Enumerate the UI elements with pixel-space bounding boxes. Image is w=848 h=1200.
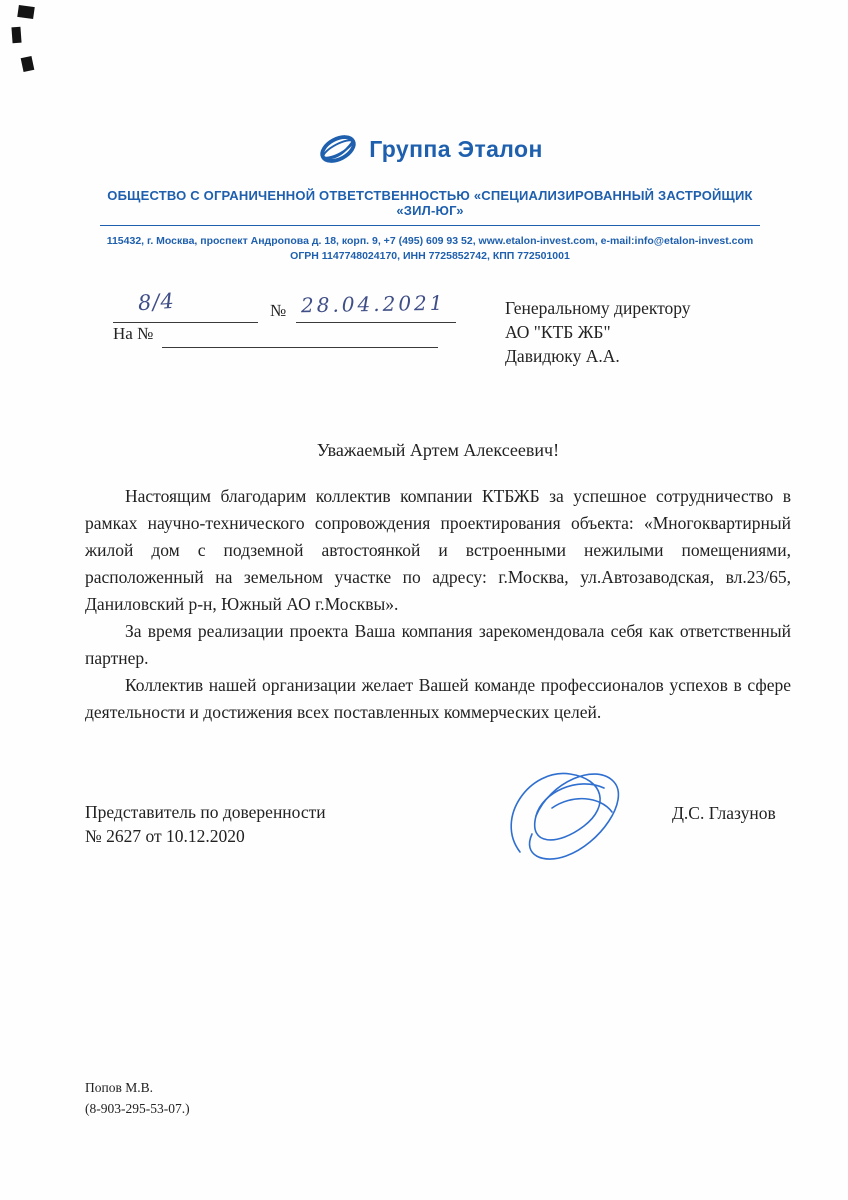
executor-name: Попов М.В.: [85, 1080, 153, 1095]
company-name: ОБЩЕСТВО С ОГРАНИЧЕННОЙ ОТВЕТСТВЕННОСТЬЮ «СПЕЦИАЛИЗИРОВАННЫЙ ЗАСТРОЙЩИК «ЗИЛ-ЮГ»: [100, 188, 760, 226]
letterhead: [100, 130, 760, 264]
company-address: 115432, г. Москва, проспект Андропова д. 18, корп. 9, +7 (495) 609 93 52, www.etalon-invest.com, e-mail:info@etalon-invest.com: [106, 235, 754, 247]
recipient-company: АО "КТБ ЖБ": [505, 322, 611, 342]
brand-row: [100, 130, 760, 168]
number-label: №: [270, 301, 287, 320]
outgoing-number-line: [113, 322, 258, 323]
scan-artifact: [11, 27, 21, 44]
recipient-block: [505, 296, 691, 368]
signatory-name: Д.С. Глазунов: [672, 803, 776, 823]
signatory-title-block: [85, 800, 326, 848]
company-registration: ОГРН 1147748024170, ИНН 7725852742, КПП 772501001: [290, 250, 570, 262]
date-handwritten: 28.04.2021: [300, 290, 446, 318]
signature-scribble: [492, 760, 652, 875]
etalon-logo-icon: [317, 130, 359, 168]
salutation: Уважаемый Артем Алексеевич!: [316, 440, 560, 460]
scan-artifact: [21, 56, 35, 72]
brand-name: Группа Эталон: [369, 135, 543, 162]
executor-block: [85, 1077, 190, 1119]
recipient-person: Давидюку А.А.: [505, 346, 620, 366]
letter-body: [85, 483, 791, 726]
recipient-title: Генеральному директору: [505, 298, 691, 318]
signatory-title: Представитель по доверенности: [85, 802, 326, 822]
scan-artifact: [17, 5, 35, 19]
date-line: [296, 322, 456, 323]
paragraph-2: За время реализации проекта Ваша компания зарекомендовала себя как ответственный партнер.: [85, 621, 791, 668]
paragraph-1: Настоящим благодарим коллектив компании КТБЖБ за успешное сотрудничество в рамках научно-технического сопровождения проектирования объекта: «Многоквартирный жилой дом с подземной автостоянкой и встроенными нежилыми помещениями, расположенный на земельном участке по адресу: г.Москва, ул.Автозаводская, вл.23/65, Даниловский р-н, Южный АО г.Москвы».: [85, 486, 791, 614]
executor-phone: (8-903-295-53-07.): [85, 1101, 190, 1116]
outgoing-number-handwritten: 8/4: [137, 288, 176, 316]
signatory-authority: № 2627 от 10.12.2020: [85, 826, 245, 846]
reply-number-label: На №: [113, 324, 154, 343]
reply-number-line: [162, 347, 438, 348]
paragraph-3: Коллектив нашей организации желает Вашей команде профессионалов успехов в сфере деятельности и достижения всех поставленных коммерческих целей.: [85, 675, 791, 722]
